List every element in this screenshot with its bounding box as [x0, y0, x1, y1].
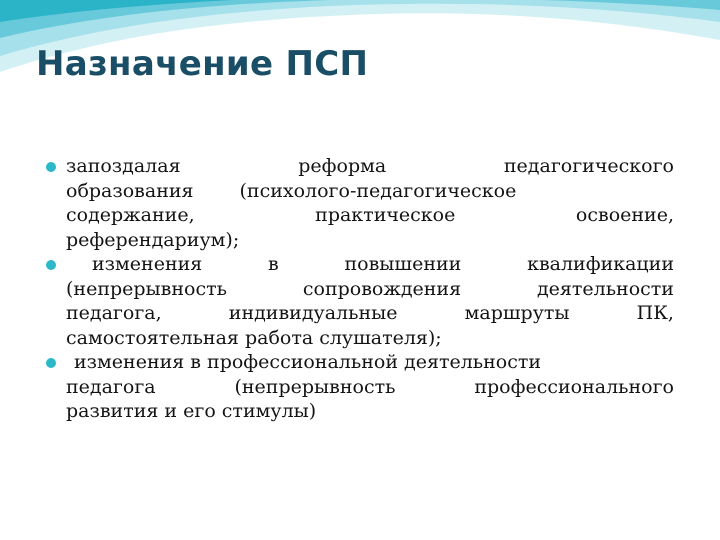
text-line [66, 399, 674, 424]
word: самостоятельная работа слушателя); [66, 326, 442, 349]
word: запоздалая [66, 155, 181, 177]
text-line [66, 203, 674, 228]
word: педагогического [503, 155, 674, 177]
word: изменения [92, 253, 203, 275]
word: реформа [298, 155, 387, 177]
word: изменения в профессиональной деятельности [74, 351, 542, 373]
word: развития и его стимулы) [66, 400, 317, 422]
text-line [66, 252, 674, 277]
bullet-dot-icon [46, 260, 56, 270]
text-line [66, 179, 674, 204]
text-line [66, 301, 674, 326]
word: сопровождения [302, 277, 462, 300]
word: освоение, [575, 204, 674, 226]
word: (непрерывность [66, 277, 227, 300]
bullet-item [46, 350, 674, 424]
text-line [66, 228, 674, 253]
word: референдариум); [66, 228, 240, 251]
bullet-item [46, 252, 674, 350]
word: педагога [66, 375, 156, 398]
word: повышении [344, 253, 462, 275]
word: практическое [315, 204, 456, 226]
word: индивидуальные [228, 302, 398, 324]
text-line [66, 277, 674, 302]
bullet-dot-icon [46, 162, 56, 172]
text-line [66, 375, 674, 400]
word: ПК, [636, 302, 674, 324]
word: в [268, 253, 279, 275]
word: содержание, [66, 204, 195, 226]
word: деятельности [536, 277, 674, 300]
text-line [66, 154, 674, 179]
text-line [66, 326, 674, 351]
word: педагога, [66, 302, 162, 324]
word: маршруты [464, 302, 570, 324]
word: (психолого-педагогическое [239, 179, 517, 202]
bullet-item [46, 154, 674, 252]
word: (непрерывность [234, 375, 396, 398]
bullet-list [46, 154, 674, 424]
bullet-dot-icon [46, 358, 56, 368]
word: профессионального [474, 375, 674, 398]
slide-title: Назначение ПСП [36, 44, 369, 84]
word: образования [66, 179, 194, 202]
word: квалификации [527, 253, 674, 275]
text-line [66, 350, 674, 375]
